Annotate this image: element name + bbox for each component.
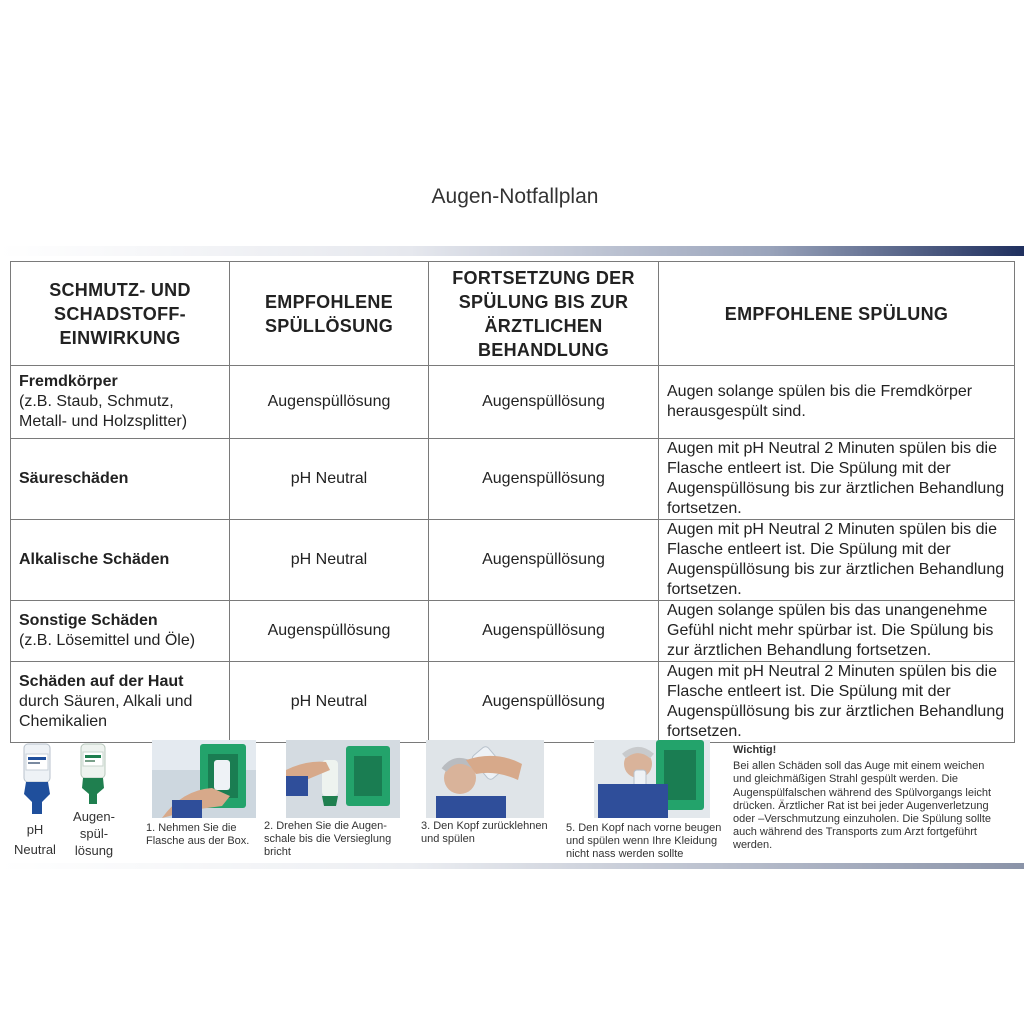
- caption-line: 1. Nehmen Sie die: [146, 822, 237, 834]
- table-row: [11, 366, 1015, 439]
- exposure-title: Fremdkörper: [19, 373, 118, 390]
- bottle-label-line: lösung: [74, 843, 114, 858]
- step-3-photo: [426, 740, 544, 818]
- header-line: SPÜLUNG BIS ZUR: [458, 291, 629, 312]
- caption-line: schale bis die Versieglung: [264, 833, 392, 845]
- continuation-cell: Augenspüllösung: [429, 520, 659, 601]
- column-header-recommendation: [659, 262, 1015, 366]
- bottle-label-line: Neutral: [14, 842, 56, 857]
- eye-wash-bottle-icon: [78, 742, 108, 806]
- column-header-exposure: [11, 262, 230, 366]
- important-text: Bei allen Schäden soll das Auge mit einem weichen und gleichmäßigen Strahl gespült werden. Die Augenspülfalschen während des Spülvorgangs leicht drücken. Ärztlicher Rat ist bei jeder Augenverletzung oder –Verschmutzung einzuholen. Die Spülung sollte auch während des Transports zum Arzt fortgeführt werden.: [733, 760, 992, 852]
- caption-line: 2. Drehen Sie die Augen-: [264, 820, 387, 832]
- solution-cell: pH Neutral: [230, 662, 429, 743]
- exposure-cell: [11, 601, 230, 662]
- bottle-label-line: spül-: [79, 826, 109, 841]
- solution-cell: pH Neutral: [230, 520, 429, 601]
- continuation-cell: Augenspüllösung: [429, 601, 659, 662]
- caption-line: nicht nass werden sollte: [566, 848, 684, 860]
- caption-line: und spülen: [421, 833, 475, 845]
- important-heading: Wichtig!: [733, 744, 777, 756]
- exposure-title: Alkalische Schäden: [19, 551, 170, 568]
- table-header-row: [11, 262, 1015, 366]
- recommendation-cell: Augen mit pH Neutral 2 Minuten spülen bis die Flasche entleert ist. Die Spülung mit der Augenspüllösung bis zur ärztlichen Behandlung fortsetzen.: [659, 439, 1015, 520]
- header-line: SPÜLLÖSUNG: [264, 315, 393, 336]
- continuation-cell: Augenspüllösung: [429, 662, 659, 743]
- caption-line: 5. Den Kopf nach vorne beugen: [566, 822, 722, 834]
- caption-line: Flasche aus der Box.: [146, 835, 250, 847]
- table-row: [11, 662, 1015, 743]
- step-1-photo: [152, 740, 256, 818]
- solution-cell: pH Neutral: [230, 439, 429, 520]
- recommendation-cell: Augen mit pH Neutral 2 Minuten spülen bis die Flasche entleert ist. Die Spülung mit der Augenspüllösung bis zur ärztlichen Behandlung fortsetzen.: [659, 662, 1015, 743]
- solution-cell: Augenspüllösung: [230, 601, 429, 662]
- eye-wash-label: [68, 808, 120, 859]
- table-row: [11, 520, 1015, 601]
- solution-cell: Augenspüllösung: [230, 366, 429, 439]
- header-line: SCHADSTOFF-: [54, 303, 186, 324]
- exposure-cell: [11, 662, 230, 743]
- header-line: EMPFOHLENE: [264, 291, 393, 312]
- step-1-caption: [146, 822, 266, 848]
- continuation-cell: Augenspüllösung: [429, 439, 659, 520]
- continuation-cell: Augenspüllösung: [429, 366, 659, 439]
- header-line: SCHMUTZ- UND: [49, 279, 191, 300]
- exposure-subtitle: (z.B. Staub, Schmutz, Metall- und Holzsplitter): [19, 393, 188, 430]
- page-title: Augen-Notfallplan: [431, 185, 599, 208]
- exposure-subtitle: durch Säuren, Alkali und Chemikalien: [19, 693, 193, 730]
- step-3-caption: [421, 820, 561, 846]
- exposure-cell: [11, 520, 230, 601]
- caption-line: und spülen wenn Ihre Kleidung: [566, 835, 718, 847]
- ph-neutral-bottle-icon: [20, 742, 54, 816]
- exposure-title: Säureschäden: [19, 470, 129, 487]
- important-note: [733, 744, 1005, 853]
- step-5-caption: [566, 822, 734, 861]
- header-line: EMPFOHLENE SPÜLUNG: [724, 303, 949, 324]
- footer-gradient-bar: [0, 863, 1024, 869]
- step-5-photo: [594, 740, 710, 818]
- header-gradient-bar: [0, 246, 1024, 256]
- header-line: ÄRZTLICHEN: [484, 315, 603, 336]
- column-header-continuation: [429, 262, 659, 366]
- step-2-photo: [286, 740, 400, 818]
- exposure-title: Sonstige Schäden: [19, 612, 158, 629]
- caption-line: bricht: [264, 846, 291, 858]
- emergency-plan-table: [10, 261, 1015, 743]
- ph-neutral-label: [14, 820, 56, 860]
- bottle-label-line: Augen-: [73, 809, 115, 824]
- column-header-solution: [230, 262, 429, 366]
- table-row: [11, 439, 1015, 520]
- recommendation-cell: Augen solange spülen bis das unangenehme Gefühl nicht mehr spürbar ist. Die Spülung bis zur ärztlichen Behandlung fortsetzen.: [659, 601, 1015, 662]
- recommendation-cell: Augen mit pH Neutral 2 Minuten spülen bis die Flasche entleert ist. Die Spülung mit der Augenspüllösung bis zur ärztlichen Behandlung fortsetzen.: [659, 520, 1015, 601]
- exposure-subtitle: (z.B. Lösemittel und Öle): [19, 632, 196, 649]
- table-row: [11, 601, 1015, 662]
- caption-line: 3. Den Kopf zurücklehnen: [421, 820, 548, 832]
- header-line: BEHANDLUNG: [478, 339, 609, 360]
- exposure-cell: [11, 439, 230, 520]
- recommendation-cell: Augen solange spülen bis die Fremdkörper herausgespült sind.: [659, 366, 1015, 439]
- header-line: FORTSETZUNG DER: [452, 267, 635, 288]
- exposure-title: Schäden auf der Haut: [19, 673, 184, 690]
- header-line: EINWIRKUNG: [59, 327, 181, 348]
- exposure-cell: [11, 366, 230, 439]
- step-2-caption: [264, 820, 404, 859]
- bottle-label-line: pH: [26, 822, 44, 837]
